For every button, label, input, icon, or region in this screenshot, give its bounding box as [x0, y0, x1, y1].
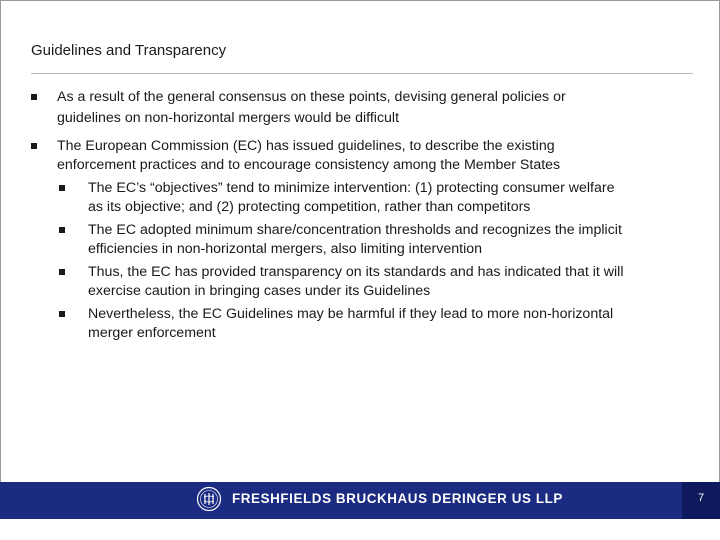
bullet-marker — [31, 94, 37, 100]
firm-name: FRESHFIELDS BRUCKHAUS DERINGER US LLP — [232, 491, 563, 506]
sub-bullet-3-line-2: exercise caution in bringing cases under its Guidelines — [88, 283, 431, 299]
sub-bullet-marker — [59, 227, 65, 233]
bottom-margin — [0, 519, 720, 540]
bullet-1-line-2: guidelines on non-horizontal mergers would be difficult — [57, 110, 400, 126]
sub-bullet-4-line-1: Nevertheless, the EC Guidelines may be harmful if they lead to more non-horizontal — [88, 306, 614, 322]
sub-bullet-1-line-1: The EC’s “objectives” tend to minimize intervention: (1) protecting consumer welfare — [88, 180, 615, 196]
sub-bullet-marker — [59, 311, 65, 317]
sub-bullet-2-line-2: efficiencies in non-horizontal mergers, also limiting intervention — [88, 241, 483, 257]
sub-bullet-marker — [59, 269, 65, 275]
bullet-marker — [31, 143, 37, 149]
slide-title: Guidelines and Transparency — [31, 42, 227, 59]
firm-seal-icon — [196, 486, 222, 512]
frame-border-left — [0, 0, 1, 482]
bullet-2-line-1: The European Commission (EC) has issued guidelines, to describe the existing — [57, 138, 555, 154]
page-number: 7 — [697, 492, 705, 504]
frame-border-top — [0, 0, 719, 1]
sub-bullet-4-line-2: merger enforcement — [88, 325, 216, 341]
bullet-1-line-1: As a result of the general consensus on these points, devising general policies or — [57, 89, 566, 105]
sub-bullet-3-line-1: Thus, the EC has provided transparency on its standards and has indicated that it will — [88, 264, 624, 280]
bullet-2-line-2: enforcement practices and to encourage consistency among the Member States — [57, 157, 561, 173]
sub-bullet-marker — [59, 185, 65, 191]
sub-bullet-1-line-2: as its objective; and (2) protecting competition, rather than competitors — [88, 199, 531, 215]
sub-bullet-2-line-1: The EC adopted minimum share/concentration thresholds and recognizes the implicit — [88, 222, 622, 238]
title-divider — [31, 73, 693, 74]
